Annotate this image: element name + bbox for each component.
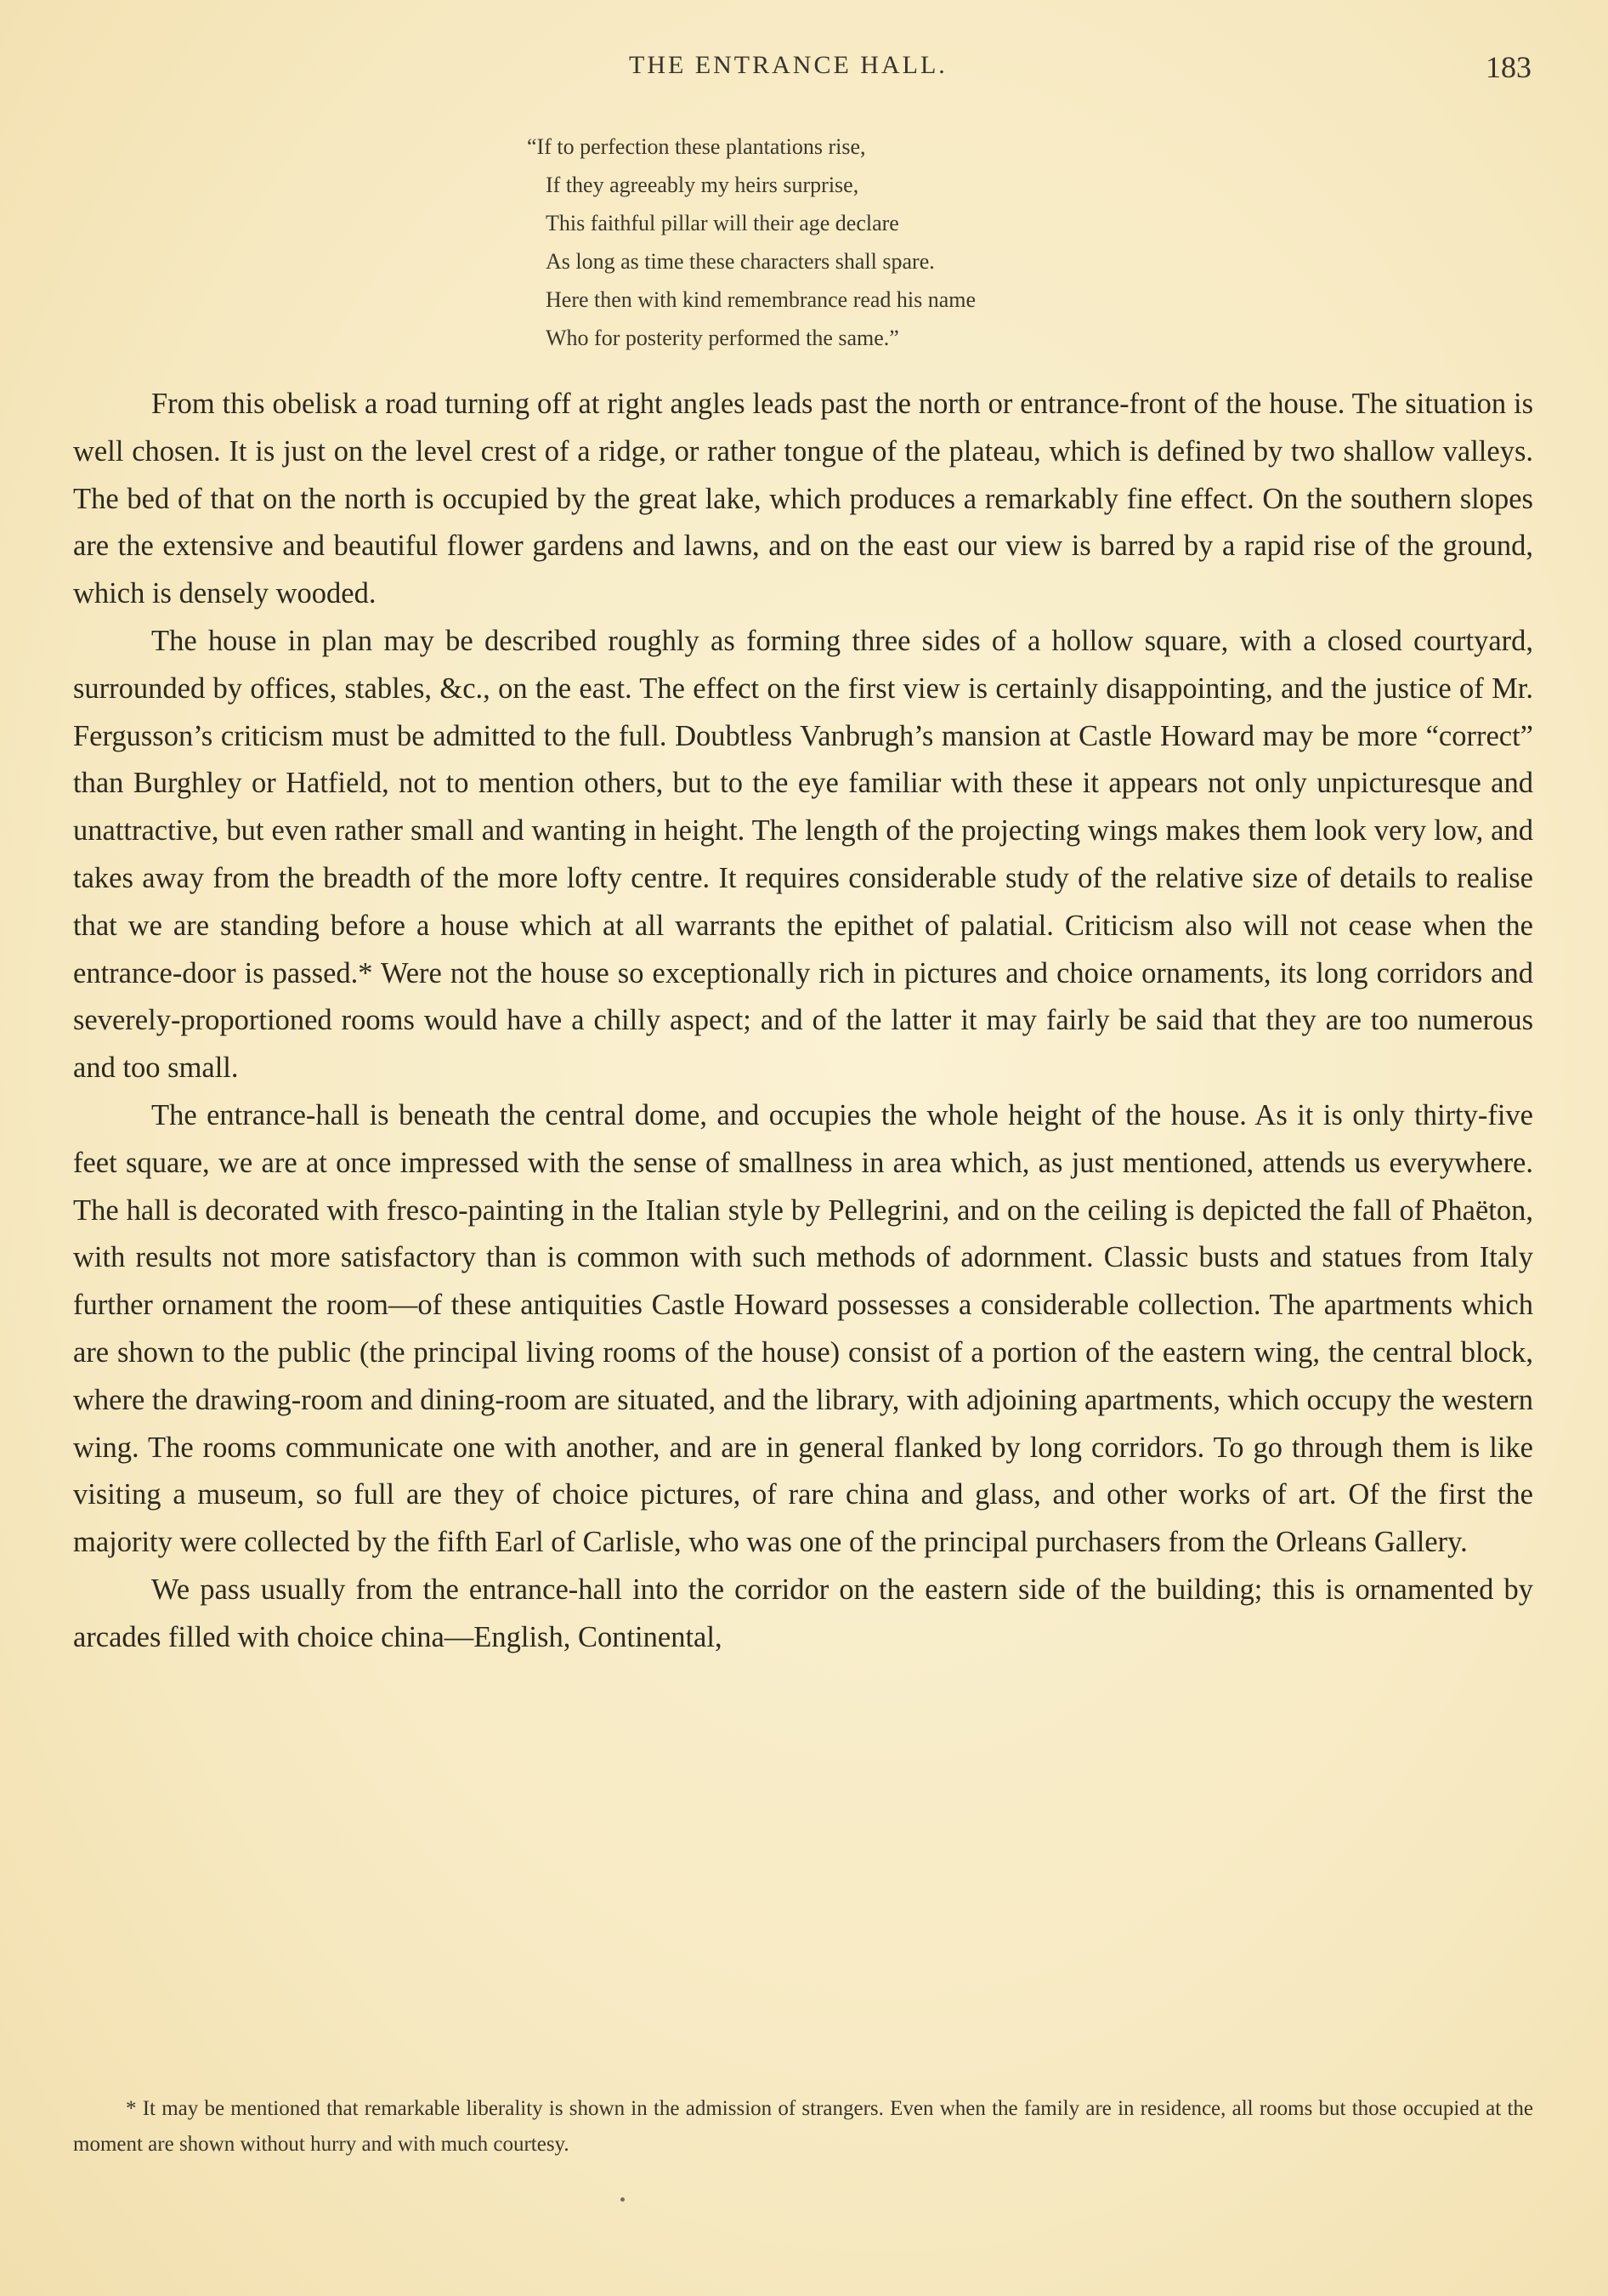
poem-line: Here then with kind remembrance read his name	[546, 287, 977, 312]
paragraph-obelisk-road: From this obelisk a road turning off at right angles leads past the north or entrance-front of the house. The situation is well chosen. It is just on the level crest of a ridge, or rather tongue of the plateau, which is defined by two shallow valleys. The bed of that on the north is occupied by the great lake, which produces a remarkably fine effect. On the southern slopes are the extensive and beautiful flower gardens and lawns, and on the east our view is barred by a rapid rise of the ground, which is densely wooded.	[73, 388, 1533, 610]
poem-line: “If to perfection these plantations rise,	[527, 134, 866, 159]
paragraph-corridor: We pass usually from the entrance-hall into the corridor on the eastern side of the building; this is ornamented by arcades filled with choice china—English, Continental,	[73, 1573, 1533, 1653]
poem-line: As long as time these characters shall spare.	[546, 249, 935, 274]
paragraph-house-plan: The house in plan may be described roughly as forming three sides of a hollow square, with a closed courtyard, surrounded by offices, stables, &c., on the east. The effect on the first view is certainly disappointing, and the justice of Mr. Fergusson’s criticism must be admitted to the full. Doubtless Vanbrugh’s mansion at Castle Howard may be more “correct” than Burghley or Hatfield, not to mention others, but to the eye familiar with these it appears not only unpicturesque and unattractive, but even rather small and wanting in height. The length of the projecting wings makes them look very low, and takes away from the breadth of the more lofty centre. It requires considerable study of the relative size of details to realise that we are standing before a house which at all warrants the epithet of palatial. Criticism also will not cease when the entrance-door is passed.* Were not the house so exceptionally rich in pictures and choice ornaments, its long corridors and severely-proportioned rooms would have a chilly aspect; and of the latter it may fairly be said that they are too numerous and too small.	[73, 624, 1533, 1085]
page-number: 183	[1486, 50, 1532, 84]
body-text	[73, 381, 1533, 1662]
paper-speck	[620, 2197, 625, 2202]
poem-line: Who for posterity performed the same.”	[546, 326, 899, 350]
poem-line: This faithful pillar will their age declare	[546, 211, 899, 235]
inscription-poem	[527, 128, 1292, 357]
running-title: THE ENTRANCE HALL.	[629, 51, 948, 79]
footnote-text: * It may be mentioned that remarkable liberality is shown in the admission of strangers. Even when the family are in residence, all rooms but those occupied at the moment are shown without hurry and with much courtesy.	[73, 2097, 1533, 2156]
page-header	[0, 51, 1608, 85]
footnote	[73, 2091, 1533, 2163]
paragraph-entrance-hall: The entrance-hall is beneath the central dome, and occupies the whole height of the house. As it is only thirty-five feet square, we are at once impressed with the sense of smallness in area which, as just mentioned, attends us everywhere. The hall is decorated with fresco-painting in the Italian style by Pellegrini, and on the ceiling is depicted the fall of Phaëton, with results not more satisfactory than is common with such methods of adornment. Classic busts and statues from Italy further ornament the room—of these antiquities Castle Howard possesses a considerable collection. The apartments which are shown to the public (the principal living rooms of the house) consist of a portion of the eastern wing, the central block, where the drawing-room and dining-room are situated, and the library, with adjoining apartments, which occupy the western wing. The rooms communicate one with another, and are in general flanked by long corridors. To go through them is like visiting a museum, so full are they of choice pictures, of rare china and glass, and other works of art. Of the first the majority were collected by the fifth Earl of Carlisle, who was one of the principal purchasers from the Orleans Gallery.	[73, 1098, 1533, 1559]
poem-line: If they agreeably my heirs surprise,	[546, 173, 859, 197]
